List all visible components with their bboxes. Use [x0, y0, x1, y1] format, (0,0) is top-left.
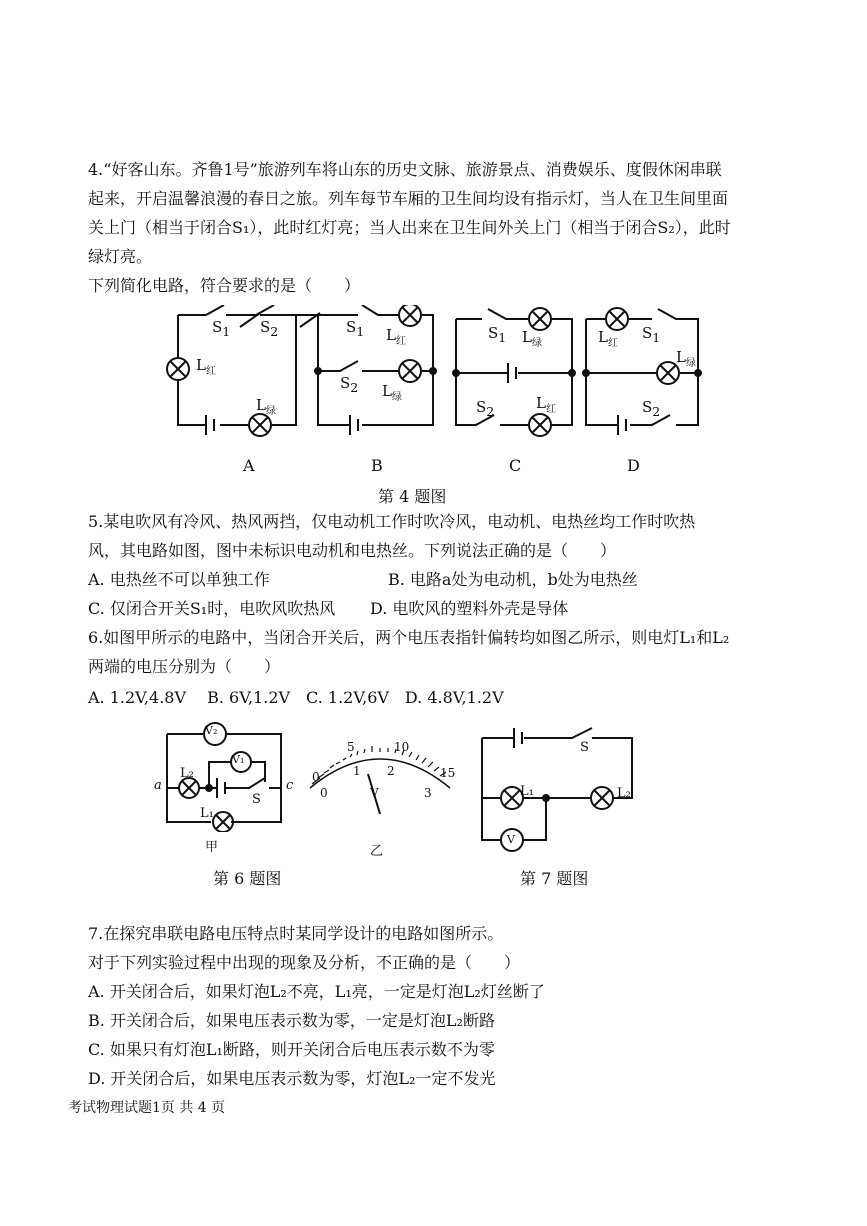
meter-10: 10 [394, 740, 410, 754]
c-lred-label: $L_红$ [536, 394, 556, 415]
q7-option-c: C. 如果只有灯泡L₁断路，则开关闭合后电压表示数不为零 [88, 1040, 495, 1059]
q5-option-d: D. 电吹风的塑料外壳是导体 [370, 599, 569, 618]
q4-line-5: 下列简化电路，符合要求的是（ ） [88, 276, 361, 295]
q7-l2: L₂ [617, 786, 631, 801]
q7-option-b: B. 开关闭合后，如果电压表示数为零，一定是灯泡L₂断路 [88, 1011, 495, 1030]
q4-line-2: 起来，开启温馨浪漫的春日之旅。列车每节车厢的卫生间均设有指示灯，当人在卫生间里面 [88, 189, 729, 208]
q6-caption: 第 6 题图 [213, 869, 282, 888]
d-s2-label: $S_2$ [642, 398, 661, 419]
q4-line-1: 4.“好客山东。齐鲁1号”旅游列车将山东的历史文脉、旅游景点、消费娱乐、度假休闲串联 [88, 160, 722, 179]
c-lgreen-label: $L_绿$ [522, 328, 542, 349]
a-s2-label: $S_2$ [260, 318, 279, 339]
q7-line-1: 7.在探究串联电路电压特点时某同学设计的电路如图所示。 [88, 924, 504, 943]
c-s2-label: $S_2$ [476, 398, 495, 419]
jia-v2: V₂ [205, 724, 218, 737]
q6-options: A. 1.2V,4.8V B. 6V,1.2V C. 1.2V,6V D. 4.8V,1.2V [88, 688, 504, 707]
jia-caption: 甲 [205, 840, 219, 855]
q4-caption: 第 4 题图 [378, 487, 447, 506]
jia-a: a [154, 778, 162, 793]
meter-3: 3 [424, 786, 432, 800]
q6-line-1: 6.如图甲所示的电路中，当闭合开关后，两个电压表指针偏转均如图乙所示，则电灯L₁和L₂ [88, 628, 730, 647]
meter-0-outer: 0 [312, 770, 320, 784]
meter-1: 1 [353, 764, 361, 778]
jia-l1: L₁ [200, 806, 214, 821]
meter-2: 2 [387, 764, 395, 778]
jia-l2: L₂ [180, 766, 194, 781]
d-lred-label: $L_红$ [598, 328, 618, 349]
q4-option-a: A [243, 456, 255, 475]
b-lgreen-label: $L_绿$ [382, 382, 402, 403]
q7-circuit [480, 724, 640, 854]
q4-option-b: B [371, 456, 383, 475]
a-s1-label: $S_1$ [212, 318, 231, 339]
meter-0-inner: 0 [320, 786, 328, 800]
q7-s: S [580, 740, 589, 755]
q7-l1: L₁ [520, 784, 534, 799]
q7-line-2: 对于下列实验过程中出现的现象及分析，不正确的是（ ） [88, 953, 521, 972]
jia-s: S [252, 792, 261, 807]
q4-option-c: C [509, 456, 522, 475]
meter-5: 5 [347, 740, 355, 754]
c-s1-label: $S_1$ [488, 324, 507, 345]
b-s1-label: $S_1$ [346, 318, 365, 339]
b-lred-label: $L_红$ [386, 326, 406, 347]
q5-line-2: 风，其电路如图，图中未标识电动机和电热丝。下列说法正确的是（ ） [88, 541, 617, 560]
a-lred-label: $L_红$ [196, 356, 216, 377]
meter-15: 15 [440, 766, 456, 780]
q6-line-2: 两端的电压分别为（ ） [88, 657, 281, 676]
circuit-a [167, 305, 320, 436]
q4-circuits [160, 305, 720, 445]
q7-caption: 第 7 题图 [520, 869, 589, 888]
d-s1-label: $S_1$ [642, 324, 661, 345]
b-s2-label: $S_2$ [340, 374, 359, 395]
q7-v: V [507, 833, 515, 846]
q7-option-a: A. 开关闭合后，如果灯泡L₂不亮，L₁亮，一定是灯泡L₂灯丝断了 [88, 982, 545, 1001]
jia-c: c [286, 778, 294, 793]
q5-line-1: 5.某电吹风有冷风、热风两挡，仅电动机工作时吹冷风，电动机、电热丝均工作时吹热 [88, 512, 696, 531]
q5-option-a: A. 电热丝不可以单独工作 [88, 570, 270, 589]
q5-option-b: B. 电路a处为电动机，b处为电热丝 [388, 570, 638, 589]
meter-unit: V [370, 786, 379, 800]
a-lgreen-label: $L_绿$ [256, 396, 276, 417]
circuit-c [453, 308, 575, 436]
q4-option-d: D [627, 456, 640, 475]
yi-caption: 乙 [370, 844, 384, 859]
q5-option-c: C. 仅闭合开关S₁时，电吹风吹热风 [88, 599, 336, 618]
page-footer: 考试物理试题1页 共 4 页 [68, 1100, 226, 1116]
circuit-b [315, 305, 436, 435]
q6-meter-yi [300, 740, 460, 820]
q4-line-4: 绿灯亮。 [88, 247, 153, 266]
q7-option-d: D. 开关闭合后，如果电压表示数为零，灯泡L₂一定不发光 [88, 1069, 496, 1088]
jia-v1: V₁ [232, 753, 245, 766]
d-lgreen-label: $L_绿$ [676, 348, 696, 369]
q4-line-3: 关上门（相当于闭合S₁），此时红灯亮；当人出来在卫生间外关上门（相当于闭合S₂），此时 [88, 218, 731, 237]
